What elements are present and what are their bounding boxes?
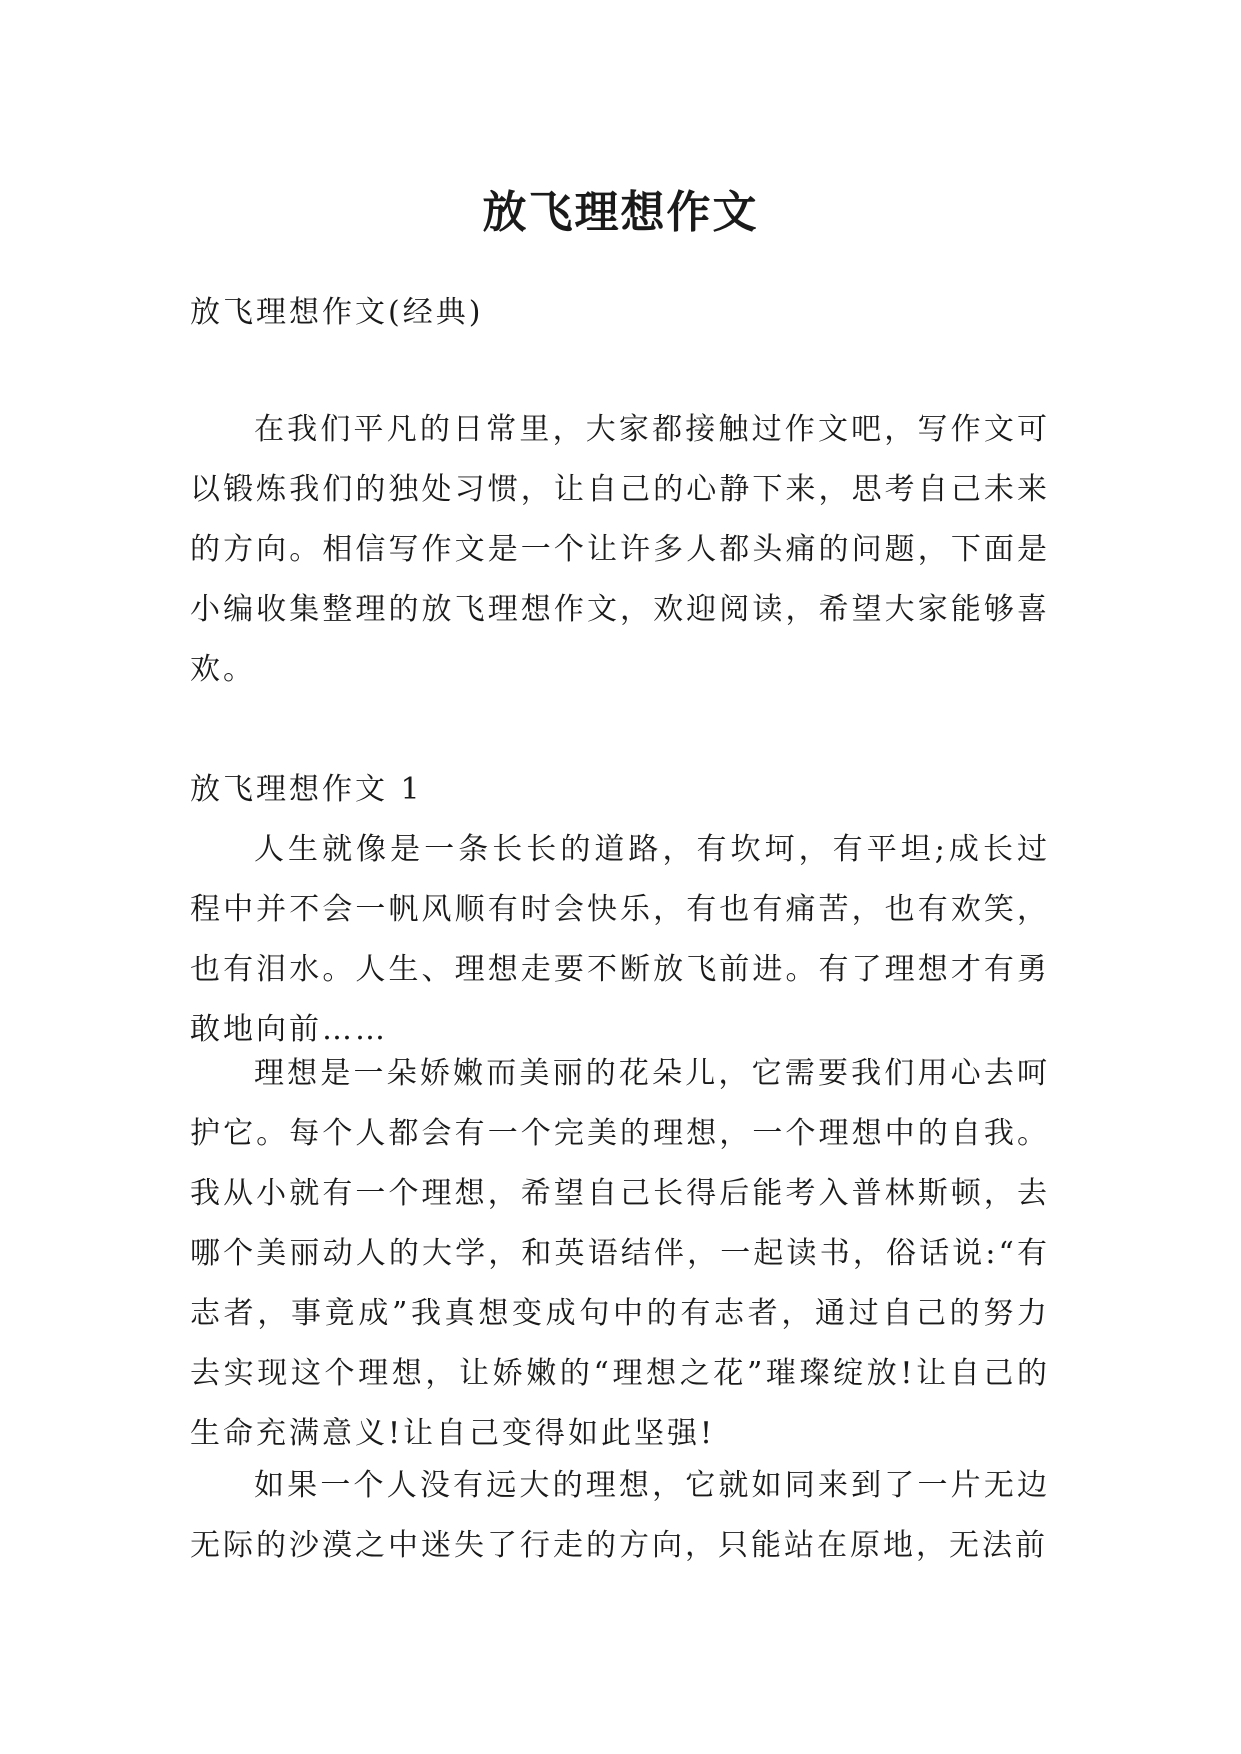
body-paragraph: 如果一个人没有远大的理想，它就如同来到了一片无边无际的沙漠之中迷失了行走的方向，只能站在原地，无法前: [190, 1468, 1050, 1563]
body-paragraph: 人生就像是一条长长的道路，有坎坷，有平坦;成长过程中并不会一帆风顺有时会快乐，有也有痛苦，也有欢笑，也有泪水。人生、理想走要不断放飞前进。有了理想才有勇敢地向前……: [190, 832, 1050, 1047]
document-title: 放飞理想作文: [482, 187, 759, 239]
intro-paragraph: 在我们平凡的日常里，大家都接触过作文吧，写作文可以锻炼我们的独处习惯，让自己的心静下来，思考自己未来的方向。相信写作文是一个让许多人都头痛的问题，下面是小编收集整理的放飞理想作文，欢迎阅读，希望大家能够喜欢。: [190, 412, 1050, 687]
section-heading: 放飞理想作文 1: [190, 772, 423, 807]
document-subtitle: 放飞理想作文(经典): [190, 295, 484, 330]
body-paragraph: 理想是一朵娇嫩而美丽的花朵儿，它需要我们用心去呵护它。每个人都会有一个完美的理想，一个理想中的自我。我从小就有一个理想，希望自己长得后能考入普林斯顿，去哪个美丽动人的大学，和英语结伴，一起读书，俗话说:“有志者，事竟成”我真想变成句中的有志者，通过自己的努力去实现这个理想，让娇嫩的“理想之花”璀璨绽放!让自己的生命充满意义!让自己变得如此坚强!: [190, 1056, 1050, 1451]
